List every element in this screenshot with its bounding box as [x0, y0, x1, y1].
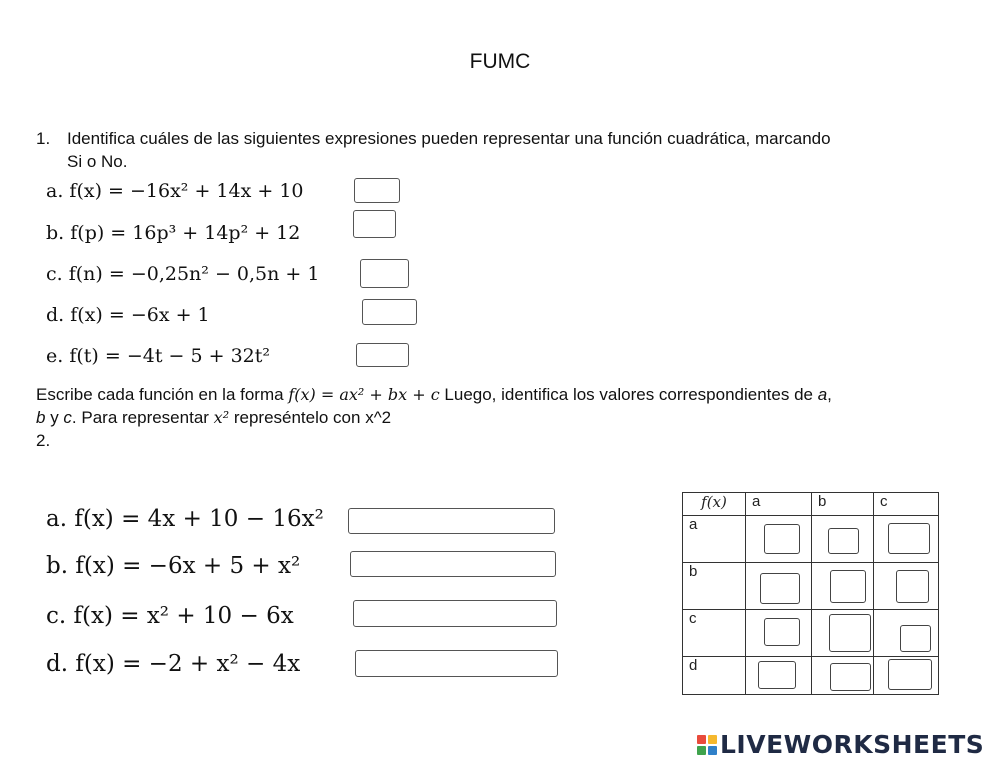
liveworksheets-logo: [697, 730, 984, 759]
q2-item-d: [46, 651, 300, 677]
q1-item-a-letter: a.: [46, 180, 64, 202]
q2-item-a-expr: f(x) = 4x + 10 − 16x²: [74, 506, 324, 532]
table-cell: [746, 563, 812, 610]
q2-item-d-expr: f(x) = −2 + x² − 4x: [75, 651, 301, 677]
q2-item-c-expr: f(x) = x² + 10 − 6x: [73, 603, 294, 629]
q1-answer-b[interactable]: [353, 210, 396, 238]
q2-intro-d: represéntelo con x^2: [229, 408, 392, 427]
q2-item-b-letter: b.: [46, 553, 69, 579]
cell-answer-d-b[interactable]: [830, 663, 871, 691]
cell-answer-b-a[interactable]: [760, 573, 800, 604]
cell-answer-c-c[interactable]: [900, 625, 931, 652]
q2-var-a: a: [817, 385, 828, 404]
q2-comma: ,: [827, 385, 832, 404]
q2-item-c: [46, 603, 294, 629]
table-cell: [746, 657, 812, 695]
question-2-number: 2.: [36, 431, 51, 450]
table-row: [683, 610, 939, 657]
q2-intro-a: Escribe cada función en la forma: [36, 385, 289, 404]
q2-answer-c[interactable]: [353, 600, 557, 627]
q1-item-d-letter: d.: [46, 304, 65, 326]
table-cell: [874, 516, 939, 563]
q1-answer-e[interactable]: [356, 343, 409, 367]
q1-item-b-expr: f(p) = 16p³ + 14p² + 12: [70, 222, 301, 244]
q2-var-b: b: [36, 408, 46, 427]
table-header-a: a: [746, 493, 812, 516]
table-header-fx: f(x): [683, 493, 746, 516]
cell-answer-d-a[interactable]: [758, 661, 796, 689]
cell-answer-a-a[interactable]: [764, 524, 800, 554]
q2-answer-d[interactable]: [355, 650, 558, 677]
cell-answer-a-c[interactable]: [888, 523, 930, 554]
table-cell: [874, 563, 939, 610]
q2-item-b: [46, 553, 300, 579]
q2-item-d-letter: d.: [46, 651, 69, 677]
question-1-text-line2: Si o No.: [67, 152, 128, 171]
table-row: [683, 563, 939, 610]
q2-intro-b: Luego, identifica los valores correspondientes de: [439, 385, 818, 404]
q1-answer-d[interactable]: [362, 299, 417, 325]
table-cell: [812, 563, 874, 610]
table-header-row: [683, 493, 939, 516]
q2-formula: f(x) = ax² + bx + c: [288, 385, 440, 404]
table-row-label-c: c: [683, 610, 746, 657]
table-cell: [812, 516, 874, 563]
table-header-c: c: [874, 493, 939, 516]
q2-answer-b[interactable]: [350, 551, 556, 577]
cell-answer-d-c[interactable]: [888, 659, 932, 690]
q1-item-a: [46, 180, 304, 202]
q1-answer-a[interactable]: [354, 178, 400, 203]
question-1-prompt: [36, 127, 976, 173]
table-cell: [874, 610, 939, 657]
q1-item-b-letter: b.: [46, 222, 65, 244]
table-cell: [874, 657, 939, 695]
q1-item-c: [46, 263, 319, 285]
cell-answer-a-b[interactable]: [828, 528, 859, 554]
coefficients-table: [682, 492, 939, 695]
q2-item-c-letter: c.: [46, 603, 67, 629]
q2-var-c: c: [63, 408, 72, 427]
table-row: [683, 516, 939, 563]
table-cell: [812, 657, 874, 695]
cell-answer-b-b[interactable]: [830, 570, 866, 603]
q2-intro-c: . Para representar: [71, 408, 214, 427]
cell-answer-c-b[interactable]: [829, 614, 871, 652]
q2-y-text: y: [45, 408, 64, 427]
cell-answer-c-a[interactable]: [764, 618, 800, 646]
q1-item-c-letter: c.: [46, 263, 63, 285]
q2-answer-a[interactable]: [348, 508, 555, 534]
question-1-text-line1: Identifica cuáles de las siguientes expresiones pueden representar una función cuadrática, marcando: [67, 129, 831, 148]
liveworksheets-logo-icon: [697, 735, 717, 755]
q1-item-b: [46, 222, 300, 244]
q1-item-e-expr: f(t) = −4t − 5 + 32t²: [69, 345, 270, 367]
q2-x2: x²: [213, 408, 230, 427]
table-cell: [746, 610, 812, 657]
q2-item-a: [46, 506, 324, 532]
q1-answer-c[interactable]: [360, 259, 409, 288]
q2-item-a-letter: a.: [46, 506, 68, 532]
question-1-number: 1.: [36, 129, 51, 148]
table-row-label-a: a: [683, 516, 746, 563]
q1-item-d-expr: f(x) = −6x + 1: [70, 304, 210, 326]
q1-item-e: [46, 345, 270, 367]
table-row: [683, 657, 939, 695]
q1-item-d: [46, 304, 210, 326]
table-cell: [746, 516, 812, 563]
question-2-instructions: [36, 383, 981, 452]
q2-item-b-expr: f(x) = −6x + 5 + x²: [75, 553, 301, 579]
table-header-b: b: [812, 493, 874, 516]
q1-item-c-expr: f(n) = −0,25n² − 0,5n + 1: [68, 263, 320, 285]
page-title: FUMC: [469, 50, 531, 73]
cell-answer-b-c[interactable]: [896, 570, 929, 603]
table-row-label-d: d: [683, 657, 746, 695]
table-cell: [812, 610, 874, 657]
table-row-label-b: b: [683, 563, 746, 610]
q1-item-a-expr: f(x) = −16x² + 14x + 10: [69, 180, 304, 202]
liveworksheets-logo-text: LIVEWORKSHEETS: [720, 730, 985, 759]
q1-item-e-letter: e.: [46, 345, 64, 367]
